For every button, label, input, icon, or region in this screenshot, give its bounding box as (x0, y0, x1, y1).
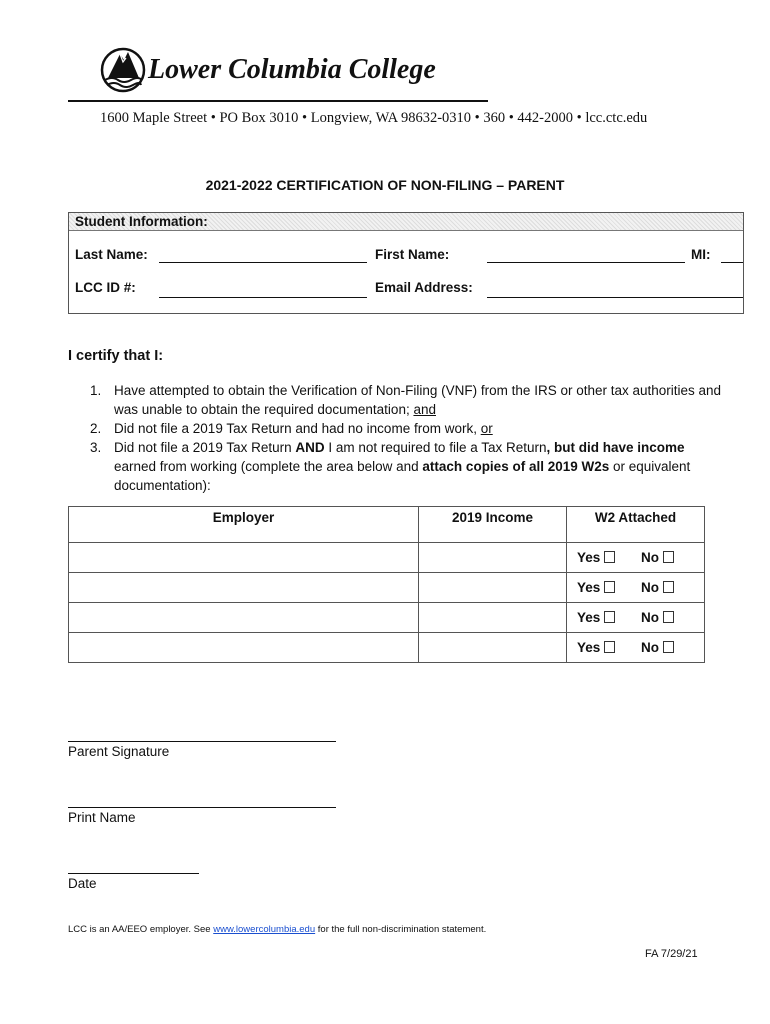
table-row (69, 573, 705, 603)
email-label: Email Address: (375, 280, 473, 295)
list-item (90, 381, 730, 419)
no-checkbox[interactable] (663, 581, 674, 593)
no-checkbox[interactable] (663, 611, 674, 623)
no-label: No (641, 550, 660, 565)
list-item-number: 3. (90, 440, 102, 455)
list-item-emphasis: attach copies of all 2019 W2s (422, 459, 610, 474)
no-checkbox[interactable] (663, 641, 674, 653)
employer-cell[interactable] (69, 603, 419, 633)
employer-cell[interactable] (69, 633, 419, 663)
list-item-text: earned from working (complete the area below and (114, 459, 423, 474)
w2-column-header: W2 Attached (567, 507, 705, 543)
w2-attached-cell (567, 543, 705, 573)
student-information-header (69, 213, 743, 231)
student-information-section (68, 212, 744, 314)
date-label: Date (68, 876, 97, 891)
last-name-field[interactable] (159, 262, 367, 263)
footer-text: LCC is an AA/EEO employer. See (68, 924, 214, 935)
list-item (90, 438, 730, 495)
student-information-heading: Student Information: (75, 214, 208, 229)
income-cell[interactable] (419, 543, 567, 573)
parent-signature-line[interactable] (68, 741, 336, 742)
email-field[interactable] (487, 297, 743, 298)
yes-checkbox[interactable] (604, 641, 615, 653)
w2-yes-option[interactable] (577, 610, 615, 625)
parent-signature-label: Parent Signature (68, 744, 170, 759)
list-item-emphasis: , but did have income (546, 440, 685, 455)
income-cell[interactable] (419, 633, 567, 663)
yes-label: Yes (577, 550, 601, 565)
lcc-id-label: LCC ID #: (75, 280, 136, 295)
employer-income-table (68, 506, 705, 663)
document-title: 2021-2022 CERTIFICATION OF NON-FILING – PARENT (205, 177, 565, 193)
middle-initial-field[interactable] (721, 262, 743, 263)
employer-cell[interactable] (69, 543, 419, 573)
w2-attached-cell (567, 573, 705, 603)
w2-yes-option[interactable] (577, 580, 615, 595)
list-item-text: or equivalent documentation): (114, 459, 691, 493)
yes-label: Yes (577, 610, 601, 625)
income-column-header: 2019 Income (419, 507, 567, 543)
income-cell[interactable] (419, 603, 567, 633)
table-row (69, 633, 705, 663)
yes-label: Yes (577, 580, 601, 595)
college-logo-icon (100, 40, 146, 96)
w2-yes-option[interactable] (577, 550, 615, 565)
w2-no-option[interactable] (641, 550, 674, 565)
footer-text: for the full non-discrimination statement. (315, 924, 487, 935)
college-address: 1600 Maple Street • PO Box 3010 • Longview, WA 98632-0310 • 360 • 442-2000 • lcc.ctc.edu (100, 110, 648, 126)
income-cell[interactable] (419, 573, 567, 603)
employer-column-header: Employer (69, 507, 419, 543)
table-row (69, 603, 705, 633)
list-item-text: Have attempted to obtain the Verification of Non-Filing (VNF) from the IRS or other tax authorities and was unable to obtain the required documentation; (114, 383, 722, 417)
table-row (69, 543, 705, 573)
college-name: Lower Columbia College (148, 54, 436, 85)
first-name-field[interactable] (487, 262, 685, 263)
no-label: No (641, 580, 660, 595)
list-item-conjunction: and (413, 402, 436, 417)
w2-no-option[interactable] (641, 640, 674, 655)
list-item-text: Did not file a 2019 Tax Return (114, 440, 296, 455)
no-label: No (641, 640, 660, 655)
lcc-id-field[interactable] (159, 297, 367, 298)
yes-checkbox[interactable] (604, 611, 615, 623)
middle-initial-label: MI: (691, 247, 711, 262)
no-checkbox[interactable] (663, 551, 674, 563)
list-item-text: I am not required to file a Tax Return (324, 440, 547, 455)
list-item-number: 1. (90, 383, 102, 398)
certification-list (90, 381, 730, 495)
website-link[interactable]: www.lowercolumbia.edu (213, 924, 316, 935)
w2-attached-cell (567, 603, 705, 633)
w2-attached-cell (567, 633, 705, 663)
employer-cell[interactable] (69, 573, 419, 603)
print-name-line[interactable] (68, 807, 336, 808)
first-name-label: First Name: (375, 247, 450, 262)
no-label: No (641, 610, 660, 625)
footer-note (68, 924, 486, 935)
table-header-row (69, 507, 705, 543)
list-item-text: Did not file a 2019 Tax Return and had no income from work, (114, 421, 481, 436)
w2-yes-option[interactable] (577, 640, 615, 655)
last-name-label: Last Name: (75, 247, 148, 262)
list-item-conjunction: or (480, 421, 493, 436)
list-item-emphasis: AND (295, 440, 325, 455)
list-item (90, 419, 730, 438)
yes-label: Yes (577, 640, 601, 655)
header-divider (68, 100, 488, 102)
w2-no-option[interactable] (641, 580, 674, 595)
certify-heading: I certify that I: (68, 348, 164, 364)
yes-checkbox[interactable] (604, 551, 615, 563)
revision-code: FA 7/29/21 (645, 948, 698, 960)
date-line[interactable] (68, 873, 199, 874)
print-name-label: Print Name (68, 810, 136, 825)
yes-checkbox[interactable] (604, 581, 615, 593)
w2-no-option[interactable] (641, 610, 674, 625)
list-item-number: 2. (90, 421, 102, 436)
